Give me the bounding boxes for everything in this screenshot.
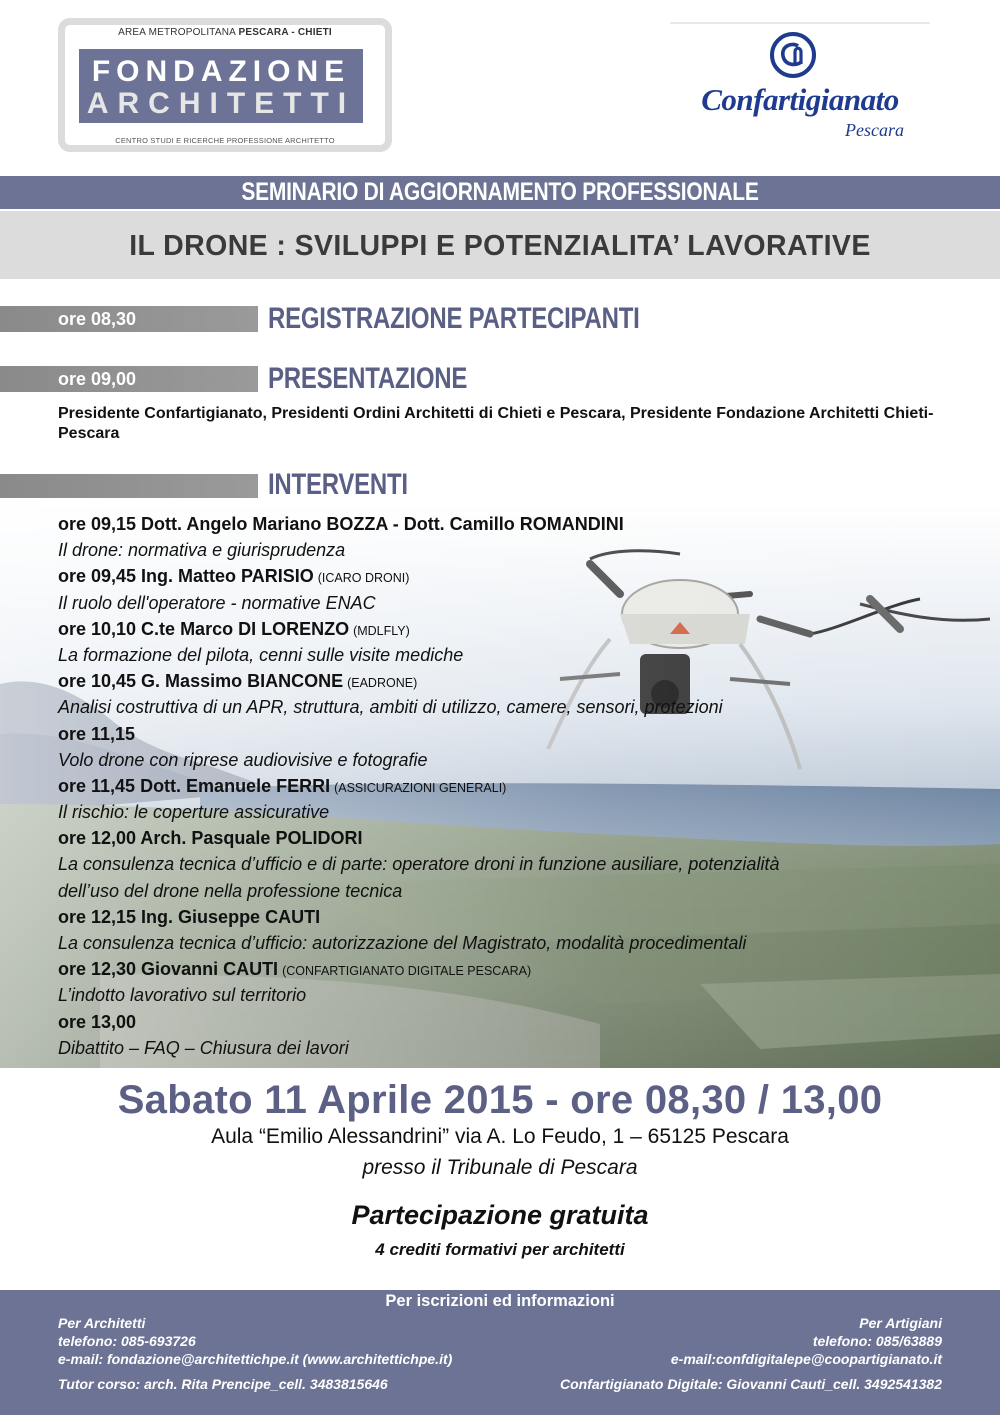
contact-heading: Per Artigiani bbox=[859, 1315, 942, 1331]
agenda-topic: La consulenza tecnica d’ufficio: autorizzazione del Magistrato, modalità procedimentali bbox=[58, 933, 747, 953]
agenda-speaker: ore 09,45 Ing. Matteo PARISIO (ICARO DRONI) bbox=[58, 566, 410, 587]
contact-email: e-mail:confdigitalepe@coopartigianato.it bbox=[670, 1351, 942, 1367]
heading-registrazione: REGISTRAZIONE PARTECIPANTI bbox=[268, 302, 640, 335]
contact-phone: telefono: 085-693726 bbox=[58, 1333, 196, 1349]
agenda-topic: Volo drone con riprese audiovisive e fotografie bbox=[58, 749, 428, 770]
agenda-topic: Il drone: normativa e giurisprudenza bbox=[58, 540, 346, 561]
agenda-speaker: ore 11,15 bbox=[58, 723, 136, 744]
seminario-banner bbox=[0, 176, 1000, 209]
agenda-topic: La formazione del pilota, cenni sulle visite mediche bbox=[58, 644, 464, 665]
footer-title: Per iscrizioni ed informazioni bbox=[385, 1292, 615, 1310]
page-title: IL DRONE : SVILUPPI E POTENZIALITA’ LAVORATIVE bbox=[129, 230, 871, 262]
contact-email: e-mail: fondazione@architettichpe.it (www.architettichpe.it) bbox=[58, 1351, 453, 1367]
seminario-text: SEMINARIO DI AGGIORNAMENTO PROFESSIONALE bbox=[241, 178, 759, 206]
agenda-speaker: ore 10,10 C.te Marco DI LORENZO (MDLFLY) bbox=[58, 618, 410, 639]
tutor-contact: Tutor corso: arch. Rita Prencipe_cell. 3483815646 bbox=[58, 1376, 388, 1392]
confartigianato-digitale-contact: Confartigianato Digitale: Giovanni Cauti_cell. 3492541382 bbox=[559, 1376, 942, 1392]
agenda-speaker: ore 13,00 bbox=[58, 1011, 137, 1032]
time-bar-registrazione: ore 08,30 bbox=[0, 306, 258, 332]
agenda-affiliation: (MDLFLY) bbox=[353, 623, 410, 638]
agenda-speaker: ore 12,00 Arch. Pasquale POLIDORI bbox=[58, 828, 363, 849]
contact-phone: telefono: 085/63889 bbox=[812, 1333, 942, 1349]
logo-area-line: AREA METROPOLITANA PESCARA - CHIETI bbox=[118, 27, 332, 38]
interventi-list bbox=[58, 511, 988, 1061]
heading-presentazione: PRESENTAZIONE bbox=[268, 362, 468, 395]
agenda-affiliation: (CONFARTIGIANATO DIGITALE PESCARA) bbox=[282, 964, 532, 979]
agenda-affiliation: (EADRONE) bbox=[347, 676, 418, 691]
logo-subtitle: CENTRO STUDI E RICERCHE PROFESSIONE ARCHITETTO bbox=[115, 136, 335, 145]
time-bar-presentazione: ore 09,00 bbox=[0, 366, 258, 392]
confartigianato-city: Pescara bbox=[845, 120, 904, 140]
event-date: Sabato 11 Aprile 2015 - ore 08,30 / 13,00 bbox=[117, 1078, 883, 1122]
heading-interventi: INTERVENTI bbox=[268, 468, 408, 501]
contact-heading: Per Architetti bbox=[58, 1315, 146, 1331]
contact-artigiani bbox=[671, 1314, 942, 1368]
agenda-topic: Il ruolo dell'operatore - normative ENAC bbox=[58, 592, 376, 613]
event-location-note: presso il Tribunale di Pescara bbox=[362, 1156, 638, 1179]
agenda-topic: La consulenza tecnica d’ufficio e di parte: operatore droni in funzione ausiliare, potenzialità bbox=[58, 854, 780, 875]
contact-footer bbox=[0, 1290, 1000, 1415]
confartigianato-wordmark: Confartigianato bbox=[701, 82, 899, 117]
logo-word-fondazione: FONDAZIONE bbox=[91, 55, 351, 88]
agenda-speaker: ore 12,30 Giovanni CAUTI (CONFARTIGIANATO DIGITALE PESCARA) bbox=[58, 959, 532, 980]
confartigianato-emblem-icon bbox=[768, 30, 818, 80]
agenda-speaker: ore 10,45 G. Massimo BIANCONE (EADRONE) bbox=[58, 671, 418, 692]
title-banner bbox=[0, 211, 1000, 279]
training-credits: 4 crediti formativi per architetti bbox=[375, 1240, 625, 1259]
agenda-speaker: ore 11,45 Dott. Emanuele FERRI (ASSICURAZIONI GENERALI) bbox=[58, 775, 507, 796]
agenda-speaker: ore 09,15 Dott. Angelo Mariano BOZZA - Dott. Camillo ROMANDINI bbox=[58, 514, 624, 534]
logo-divider bbox=[670, 22, 930, 24]
time-bar-interventi bbox=[0, 474, 258, 498]
logo-band bbox=[79, 49, 363, 123]
agenda-affiliation: (ICARO DRONI) bbox=[317, 571, 410, 586]
agenda-topic: L’indotto lavorativo sul territorio bbox=[58, 985, 307, 1006]
fondazione-architetti-logo bbox=[58, 18, 392, 152]
logo-word-architetti: ARCHITETTI bbox=[86, 87, 356, 120]
presentazione-text: Presidente Confartigianato, Presidenti Ordini Architetti di Chieti e Pescara, Presidente Fondazione Architetti Chieti-Pescara bbox=[58, 405, 934, 442]
agenda-topic: Analisi costruttiva di un APR, struttura, ambiti di utilizzo, camere, sensori, protezioni bbox=[58, 697, 723, 718]
event-venue: Aula “Emilio Alessandrini” via A. Lo Feudo, 1 – 65125 Pescara bbox=[211, 1125, 789, 1148]
free-participation: Partecipazione gratuita bbox=[351, 1200, 649, 1230]
contact-architetti bbox=[58, 1314, 452, 1368]
confartigianato-logo bbox=[670, 22, 930, 152]
agenda-topic-continued: dell’uso del drone nella professione tecnica bbox=[58, 880, 403, 901]
agenda-speaker: ore 12,15 Ing. Giuseppe CAUTI bbox=[58, 906, 321, 927]
agenda-topic: Dibattito – FAQ – Chiusura dei lavori bbox=[58, 1037, 349, 1058]
agenda-topic: Il rischio: le coperture assicurative bbox=[58, 802, 330, 823]
agenda-affiliation: (ASSICURAZIONI GENERALI) bbox=[334, 780, 507, 795]
